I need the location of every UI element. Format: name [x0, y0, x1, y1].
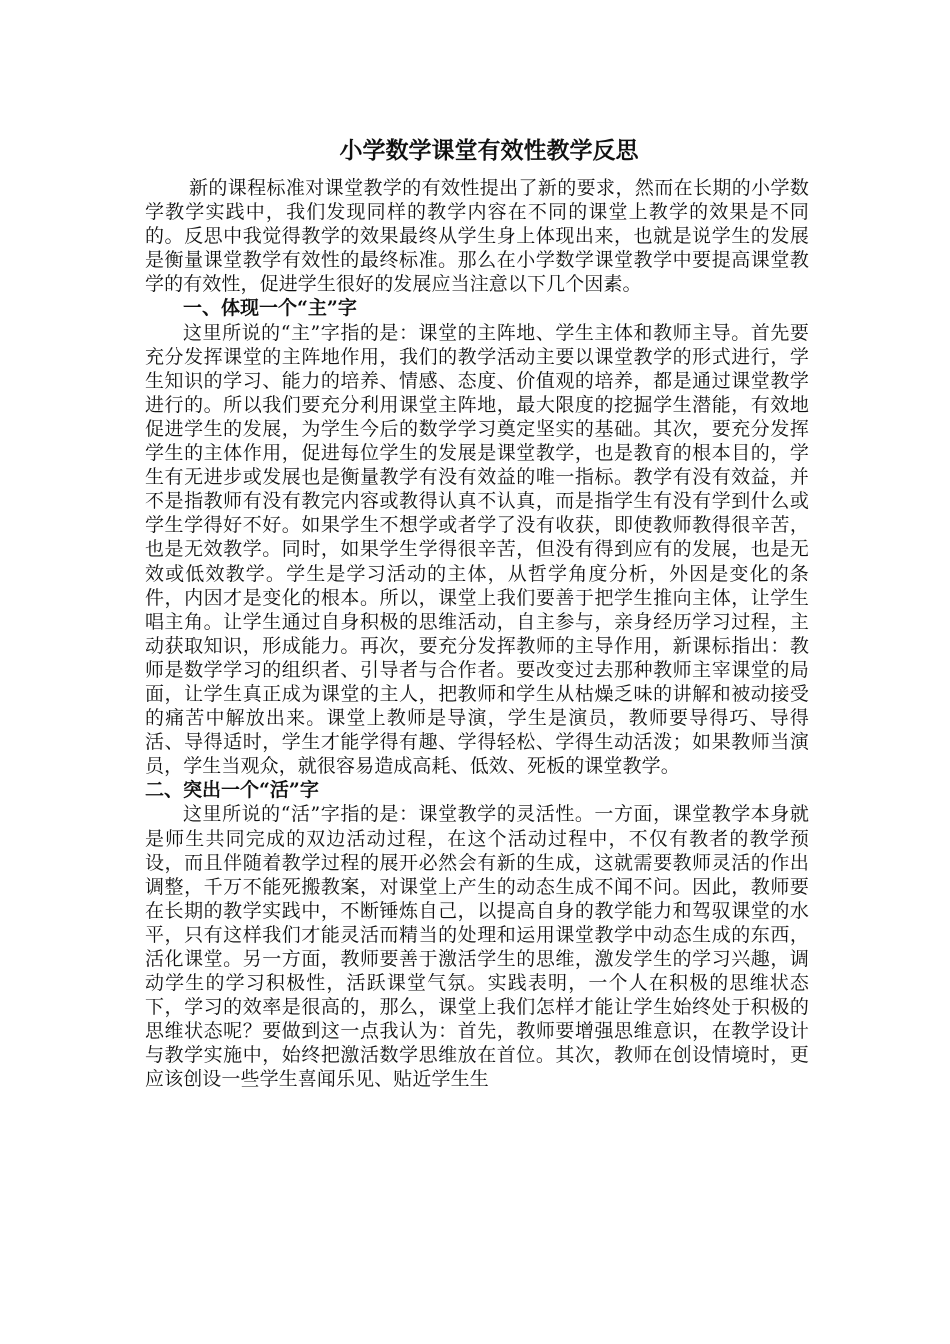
section-1-paragraph: 这里所说的“主”字指的是：课堂的主阵地、学生主体和教师主导。首先要充分发挥课堂的主阵地作用，我们的教学活动主要以课堂教学的形式进行，学生知识的学习、能力的培养、情感、态度、价值观的培养，都是通过课堂教学进行的。所以我们要充分利用课堂主阵地，最大限度的挖掘学生潜能，有效地促进学生的发展，为学生今后的数学学习奠定坚实的基础。其次，要充分发挥学生的主体作用，促进每位学生的发展是课堂教学，也是教育的根本目的，学生有无进步或发展也是衡量教学有没有效益的唯一指标。教学有没有效益，并不是指教师有没有教完内容或教得认真不认真，而是指学生有没有学到什么或学生学得好不好。如果学生不想学或者学了没有收获，即使教师教得很辛苦，也是无效教学。同时，如果学生学得很辛苦，但没有得到应有的发展，也是无效或低效教学。学生是学习活动的主体，从哲学角度分析，外因是变化的条件，内因才是变化的根本。所以，课堂上我们要善于把学生推向主体，让学生唱主角。让学生通过自身积极的思维活动，自主参与，亲身经历学习过程，主动获取知识，形成能力。再次，要充分发挥教师的主导作用，新课标指出：教师是数学学习的组织者、引导者与合作者。要改变过去那种教师主宰课堂的局面，让学生真正成为课堂的主人，把教师和学生从枯燥乏味的讲解和被动接受的痛苦中解放出来。课堂上教师是导演，学生是演员，教师要导得巧、导得活、导得适时，学生才能学得有趣、学得轻松、学得生动活泼；如果教师当演员，学生当观众，就很容易造成高耗、低效、死板的课堂教学。: [145, 321, 809, 778]
intro-paragraph: 新的课程标准对课堂教学的有效性提出了新的要求，然而在长期的小学数学教学实践中，我们发现同样的教学内容在不同的课堂上教学的效果是不同的。反思中我觉得教学的效果最终从学生身上体现出来，也就是说学生的发展是衡量课堂教学有效性的最终标准。那么在小学数学课堂教学中要提高课堂教学的有效性，促进学生很好的发展应当注意以下几个因素。: [145, 177, 809, 296]
section-2-paragraph: 这里所说的“活”字指的是：课堂教学的灵活性。一方面，课堂教学本身就是师生共同完成的双边活动过程，在这个活动过程中，不仅有教者的教学预设，而且伴随着教学过程的展开必然会有新的生成，这就需要教师灵活的作出调整，千万不能死搬教案，对课堂上产生的动态生成不闻不问。因此，教师要在长期的教学实践中，不断锤炼自己，以提高自身的教学能力和驾驭课堂的水平，只有这样我们才能灵活而精当的处理和运用课堂教学中动态生成的东西，活化课堂。另一方面，教师要善于激活学生的思维，激发学生的学习兴趣，调动学生的学习积极性，活跃课堂气氛。实践表明，一个人在积极的思维状态下，学习的效率是很高的，那么，课堂上我们怎样才能让学生始终处于积极的思维状态呢？要做到这一点我认为：首先，教师要增强思维意识，在教学设计与教学实施中，始终把激活数学思维放在首位。其次，教师在创设情境时，更应该创设一些学生喜闻乐见、贴近学生生: [145, 803, 809, 1091]
section-1-heading: 一、体现一个“主”字: [183, 297, 357, 320]
document-body: [145, 136, 809, 1092]
section-2-heading: 二、突出一个“活”字: [145, 779, 319, 802]
document-title: 小学数学课堂有效性教学反思: [339, 137, 639, 164]
